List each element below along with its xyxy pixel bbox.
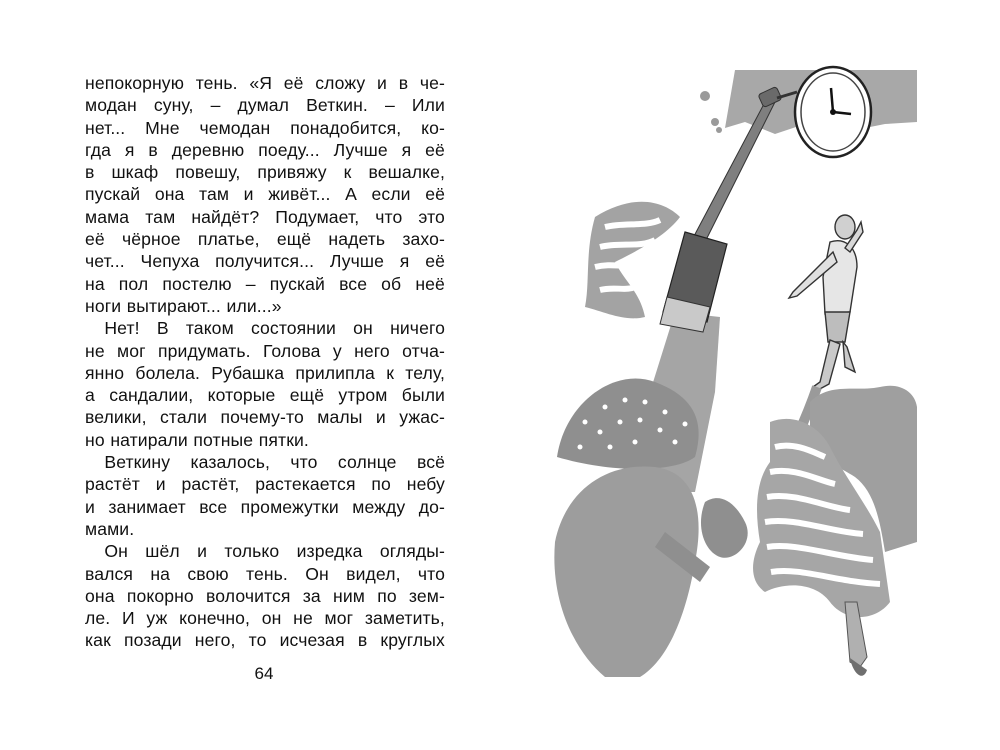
word: её [85,229,105,250]
word: ничего [390,318,445,339]
text-line [85,429,445,451]
text-line [85,273,445,295]
word: он [353,318,373,339]
word: только [224,541,280,562]
word: как [85,630,111,651]
word: небу [406,474,445,495]
word: в [398,73,409,93]
word: – [384,95,395,116]
word: малы [317,407,363,428]
word: огляды- [379,541,445,562]
word: в [357,630,368,651]
word: её [425,184,445,205]
word: Лучше [333,139,388,160]
word: видел, [346,563,401,584]
word: пол [118,273,149,294]
boy-figure [789,215,863,390]
text-column [85,72,445,652]
word: между [352,496,406,517]
word: до- [418,496,445,517]
text-line [85,540,445,562]
page-number: 64 [254,664,274,683]
word: ле. [85,608,111,629]
word: натирали [110,429,188,450]
text-line [85,585,445,607]
text-line [85,406,445,428]
word: позади [124,630,182,651]
word: свою [187,563,229,584]
word: и [85,496,95,517]
word: у [332,340,342,361]
word: это [418,206,445,227]
word: там [199,184,230,205]
word: живёт... [268,184,331,205]
word: мог [117,340,146,361]
word: телу, [405,362,445,383]
text-line [85,451,445,473]
word: вешалке, [368,162,445,183]
text-line [85,94,445,116]
word: в [85,162,95,183]
word: но [85,429,105,450]
word: вался [85,563,134,584]
word: «Я [249,73,273,93]
word: Веткин. [306,95,368,116]
word: ещё [289,385,325,406]
word: пускай [269,273,325,294]
word: Нет! [104,318,140,339]
word: стали [159,407,208,428]
word: Веткину [104,452,171,473]
word: её [283,73,304,93]
text-line [85,384,445,406]
word: растекается [255,474,356,495]
word: состоянии [250,318,336,339]
text-line [85,317,445,339]
word: модан [85,95,137,116]
word: поеду... [258,139,320,160]
word: что [375,206,403,227]
word: него [354,340,390,361]
word: за [302,585,321,606]
word: Или [411,95,445,116]
word: занимает [108,496,186,517]
word: на [150,563,171,584]
word: Подумает, [275,206,360,227]
word: я [124,139,135,160]
word: Он [104,541,128,562]
word: че- [419,73,445,93]
word: чёрное [121,229,181,250]
word: и [155,474,166,495]
word: понадобится, [290,117,402,138]
word: что [417,563,445,584]
text-line [85,340,445,362]
street-lamp [660,86,782,332]
word: Он [305,563,329,584]
word: зем- [408,585,445,606]
word: и [197,541,207,562]
word: отча- [402,340,445,361]
word: и [243,184,254,205]
word: то [248,630,267,651]
word: прилипла [295,362,375,383]
word: ко- [421,117,445,138]
word: там [145,206,176,227]
word: шкаф [111,162,159,183]
word: получится... [215,251,315,272]
word: всё [416,452,445,473]
word: заметить, [364,608,445,629]
word: нет... [85,117,126,138]
word: Лучше [329,251,385,272]
word: ним [333,585,365,606]
figure-shadow [554,466,698,677]
text-line [85,183,445,205]
text-line [85,629,445,651]
word: захо- [402,229,445,250]
hand-shadow [701,498,748,558]
text-line [85,228,445,250]
word: все [339,273,368,294]
word: к [386,362,394,383]
word: – [210,95,221,116]
word: промежутки [240,496,339,517]
word: надеть [328,229,386,250]
word: гда [85,139,111,160]
word: к [343,162,352,183]
word: все [199,496,228,517]
word: велики, [85,407,147,428]
text-line [85,72,445,94]
word: конечно, [179,608,251,629]
word: утром [338,385,388,406]
word: на [85,273,105,294]
word: Голова [262,340,321,361]
word: или...» [226,295,282,316]
word: придумать. [158,340,251,361]
book-illustration [545,62,925,692]
word: и [377,73,387,93]
word: которые [207,385,276,406]
word: сандалии, [109,385,194,406]
word: она [154,184,185,205]
word: чемодан [199,117,271,138]
word: её [425,251,445,272]
word: исчезая [279,630,345,651]
word: В [156,318,169,339]
word: были [401,385,445,406]
word: постелю [162,273,232,294]
word: в [148,139,158,160]
word: А [345,184,357,205]
word: я [401,139,412,160]
text-line [85,563,445,585]
word: её [425,139,445,160]
text-line [85,161,445,183]
word: суну, [153,95,194,116]
word: – [245,273,256,294]
word: растёт [85,474,140,495]
text-line [85,206,445,228]
word: платье, [197,229,260,250]
word: растёт, [181,474,240,495]
word: она [85,585,115,606]
text-line [85,295,445,317]
word: неё [415,273,445,294]
word: болела. [135,362,200,383]
word: тень. [195,73,238,93]
word: покорно [126,585,194,606]
word: вытирают... [126,295,221,316]
word: мог [324,608,354,629]
word: не [293,608,313,629]
word: тень. [246,563,288,584]
word: мама [85,206,130,227]
word: чет... [85,251,125,272]
word: об [381,273,402,294]
word: сложу [315,73,366,93]
word: непокорную [85,73,184,93]
word: ещё [276,229,312,250]
word: волочится [206,585,291,606]
word: изредка [296,541,363,562]
text-line [85,473,445,495]
word: если [371,184,411,205]
word: круглых [380,630,445,651]
word: он [261,608,282,629]
word: шёл [145,541,180,562]
word: что [290,452,318,473]
word: повешу, [175,162,241,183]
word: казалось, [190,452,271,473]
word: пятки. [258,429,309,450]
text-line [85,496,445,518]
word: и [375,407,386,428]
text-line [85,139,445,161]
word: Рубашка [211,362,285,383]
word: не [85,340,105,361]
word: таком [185,318,234,339]
word: И [121,608,135,629]
word: думал [237,95,290,116]
word: потные [193,429,254,450]
word: деревню [171,139,245,160]
word: солнце [337,452,397,473]
word: привяжу [257,162,327,183]
word: ужас- [399,407,445,428]
word: я [399,251,410,272]
word: Мне [145,117,180,138]
word: найдёт? [191,206,260,227]
word: мами. [85,518,135,539]
text-line [85,117,445,139]
word: него, [194,630,236,651]
word: а [85,385,95,406]
word: по [377,585,397,606]
word: почему-то [220,407,304,428]
text-line [85,250,445,272]
word: Чепуха [140,251,200,272]
word: пускай [85,184,141,205]
word: ноги [85,295,122,316]
word: по [371,474,391,495]
word: янно [85,362,125,383]
text-line [85,362,445,384]
word: уж [146,608,168,629]
text-line [85,518,445,540]
text-line [85,607,445,629]
